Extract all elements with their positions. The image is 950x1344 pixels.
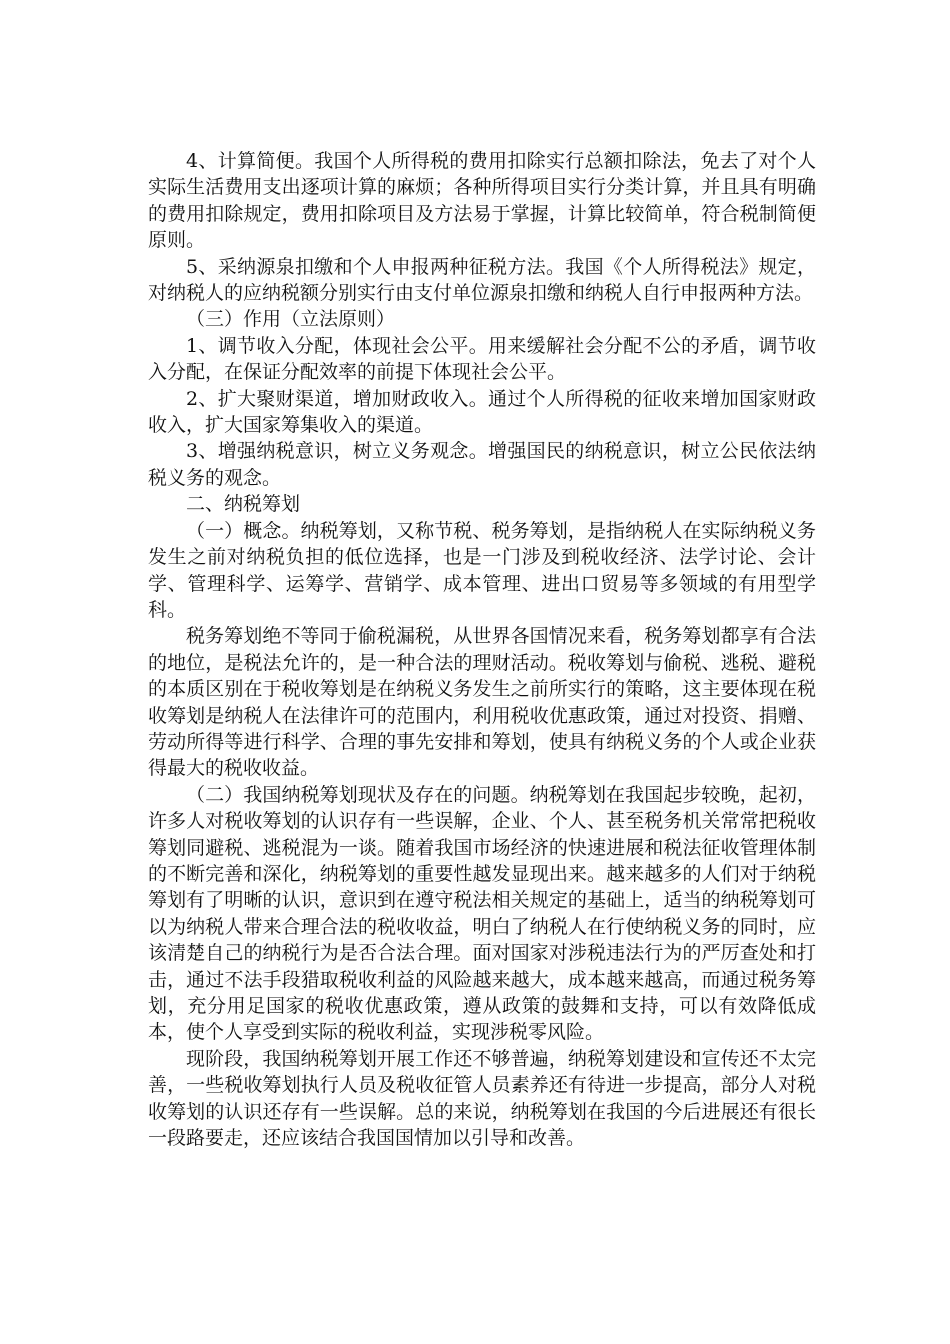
- paragraph-current-status: （二）我国纳税筹划现状及存在的问题。纳税筹划在我国起步较晚，起初，许多人对税收筹划的认识存有一些误解，企业、个人、甚至税务机关常常把税收筹划同避税、逃税混为一谈。随着我国市场经济的快速进展和税法征收管理体制的不断完善和深化，纳税筹划的重要性越发显现出来。越来越多的人们对于纳税筹划有了明晰的认识，意识到在遵守税法相关规定的基础上，适当的纳税筹划可以为纳税人带来合理合法的税收收益，明白了纳税人在行使纳税义务的同时，应该清楚自己的纳税行为是否合法合理。面对国家对涉税违法行为的严厉查处和打击，通过不法手段猎取税收利益的风险越来越大，成本越来越高，而通过税务筹划，充分用足国家的税收优惠政策，遵从政策的鼓舞和支持，可以有效降低成本，使个人享受到实际的税收利益，实现涉税零风险。: [148, 783, 816, 1044]
- paragraph-tax-awareness: 3、增强纳税意识，树立义务观念。增强国民的纳税意识，树立公民依法纳税义务的观念。: [148, 440, 816, 489]
- paragraph-withholding-methods: 5、采纳源泉扣缴和个人申报两种征税方法。我国《个人所得税法》规定，对纳税人的应纳税额分别实行由支付单位源泉扣缴和纳税人自行申报两种方法。: [148, 255, 816, 305]
- section-heading-tax-planning: 二、纳税筹划: [186, 493, 301, 516]
- paragraph-expand-revenue: 2、扩大聚财渠道，增加财政收入。通过个人所得税的征收来增加国家财政收入，扩大国家筹集收入的渠道。: [148, 387, 816, 437]
- paragraph-present-stage: 现阶段，我国纳税筹划开展工作还不够普遍，纳税筹划建设和宣传还不太完善，一些税收筹划执行人员及税收征管人员素养还有待进一步提高，部分人对税收筹划的认识还存有一些误解。总的来说，纳税筹划在我国的今后进展还有很长一段路要走，还应该结合我国国情加以引导和改善。: [148, 1047, 816, 1150]
- paragraph-legality: 税务筹划绝不等同于偷税漏税，从世界各国情况来看，税务筹划都享有合法的地位，是税法允许的，是一种合法的理财活动。税收筹划与偷税、逃税、避税的本质区别在于税收筹划是在纳税义务发生之前所实行的策略，这主要体现在税收筹划是纳税人在法律许可的范围内，利用税收优惠政策，通过对投资、捐赠、劳动所得等进行科学、合理的事先安排和筹划，使具有纳税义务的个人或企业获得最大的税收收益。: [148, 625, 816, 780]
- paragraph-concept: （一）概念。纳税筹划，又称节税、税务筹划，是指纳税人在实际纳税义务发生之前对纳税负担的低位选择，也是一门涉及到税收经济、法学讨论、会计学、管理科学、运筹学、营销学、成本管理、进出口贸易等多领域的有用型学科。: [148, 519, 816, 621]
- section-heading-role: （三）作用（立法原则）: [186, 308, 396, 331]
- document-page: [148, 148, 816, 1151]
- paragraph-calc-simple: 4、计算简便。我国个人所得税的费用扣除实行总额扣除法，免去了对个人实际生活费用支出逐项计算的麻烦；各种所得项目实行分类计算，并且具有明确的费用扣除规定，费用扣除项目及方法易于掌握，计算比较简单，符合税制简便原则。: [148, 150, 816, 252]
- paragraph-regulate-income: 1、调节收入分配，体现社会公平。用来缓解社会分配不公的矛盾，调节收入分配，在保证分配效率的前提下体现社会公平。: [148, 334, 816, 384]
